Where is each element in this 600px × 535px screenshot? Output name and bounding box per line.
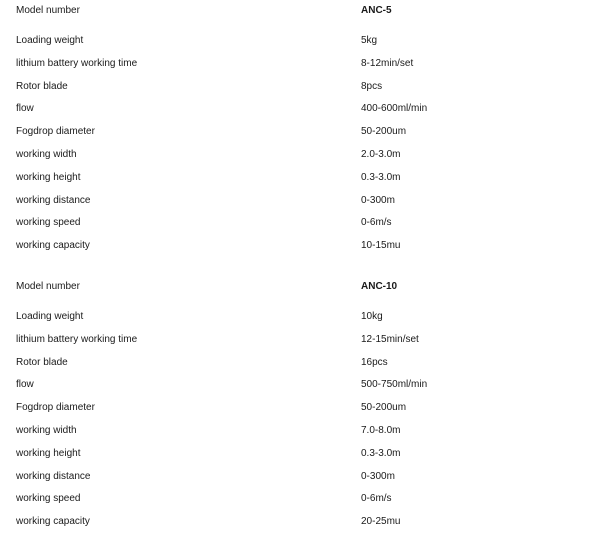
- table-row: [0, 466, 600, 489]
- row-value: 500-750ml/min: [361, 379, 428, 391]
- row-label: Loading weight: [16, 35, 84, 46]
- table-row: [0, 30, 600, 53]
- table-row: [0, 212, 600, 235]
- table-row: [0, 235, 600, 258]
- row-label: flow: [16, 103, 34, 115]
- row-label: Model number: [16, 281, 80, 292]
- table-row: [0, 121, 600, 144]
- model-value: ANC-10: [361, 281, 398, 292]
- row-value: 0.3-3.0m: [361, 447, 401, 459]
- table-row: [0, 374, 600, 397]
- row-value: 16pcs: [361, 356, 388, 368]
- table-row: [0, 167, 600, 190]
- table-row: [0, 488, 600, 511]
- row-label: working capacity: [16, 240, 90, 252]
- row-value: 20-25mu: [361, 516, 401, 528]
- row-label: lithium battery working time: [16, 333, 138, 345]
- row-value: 0-300m: [361, 470, 395, 482]
- table-row: [0, 144, 600, 167]
- row-value: 10-15mu: [361, 240, 401, 252]
- row-label: working distance: [16, 470, 91, 482]
- row-label: working speed: [16, 493, 81, 505]
- row-label: working speed: [16, 217, 81, 229]
- spec-table-anc-10: [0, 276, 600, 534]
- row-label: lithium battery working time: [16, 57, 138, 69]
- row-label: working distance: [16, 194, 91, 206]
- table-row: [0, 352, 600, 375]
- row-label: flow: [16, 379, 34, 391]
- row-value: 2.0-3.0m: [361, 148, 401, 160]
- model-row: [0, 276, 600, 298]
- row-label: working height: [16, 171, 81, 183]
- row-label: Model number: [16, 5, 80, 16]
- table-row: [0, 98, 600, 121]
- row-value: 50-200um: [361, 126, 407, 138]
- table-row: [0, 190, 600, 213]
- row-label: working height: [16, 447, 81, 459]
- table-row: [0, 511, 600, 534]
- row-value: 8pcs: [361, 80, 383, 92]
- row-value: 10kg: [361, 311, 383, 322]
- row-value: 8-12min/set: [361, 57, 414, 69]
- row-label: working width: [16, 424, 77, 436]
- row-value: 5kg: [361, 35, 378, 46]
- row-label: Fogdrop diameter: [16, 126, 95, 138]
- spec-table-anc-5: [0, 0, 600, 258]
- row-label: Rotor blade: [16, 80, 68, 92]
- row-value: 0-6m/s: [361, 493, 392, 505]
- row-value: 400-600ml/min: [361, 103, 428, 115]
- table-row: [0, 76, 600, 99]
- row-label: Rotor blade: [16, 356, 68, 368]
- row-label: working width: [16, 148, 77, 160]
- row-value: 12-15min/set: [361, 333, 419, 345]
- table-row: [0, 306, 600, 329]
- table-row: [0, 53, 600, 76]
- table-row: [0, 443, 600, 466]
- row-value: 0-300m: [361, 194, 395, 206]
- table-row: [0, 329, 600, 352]
- table-row: [0, 397, 600, 420]
- row-value: 0-6m/s: [361, 217, 392, 229]
- model-value: ANC-5: [361, 5, 392, 16]
- table-row: [0, 420, 600, 443]
- row-label: Fogdrop diameter: [16, 402, 95, 414]
- row-value: 50-200um: [361, 402, 407, 414]
- model-row: [0, 0, 600, 22]
- row-label: Loading weight: [16, 311, 84, 322]
- row-value: 7.0-8.0m: [361, 424, 401, 436]
- row-value: 0.3-3.0m: [361, 171, 401, 183]
- row-label: working capacity: [16, 516, 90, 528]
